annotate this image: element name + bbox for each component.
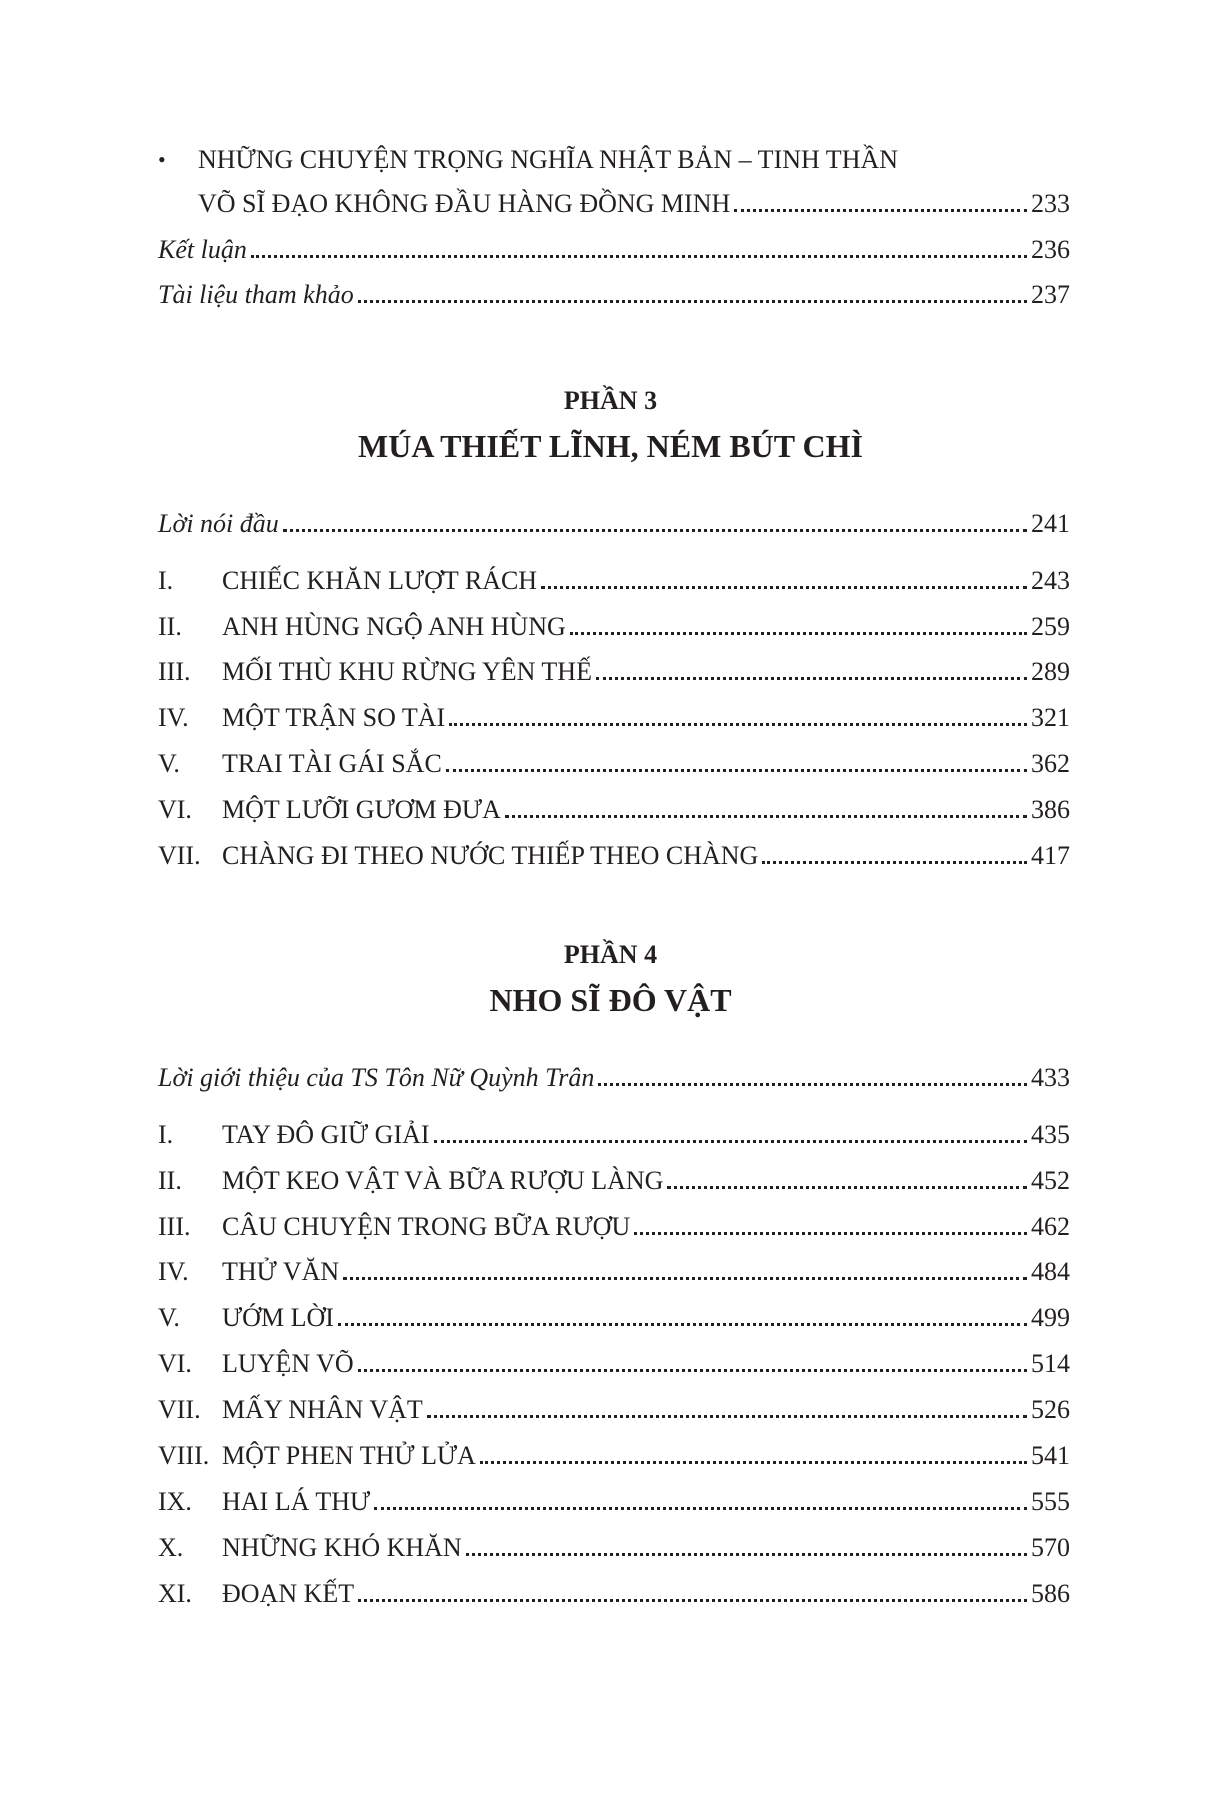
leader-dots (358, 1369, 1027, 1372)
chapter-title: CÂU CHUYỆN TRONG BỮA RƯỢU (222, 1212, 631, 1241)
toc-page-number: 586 (1031, 1579, 1070, 1608)
chapter-number: I. (158, 566, 174, 595)
chapter-number: V. (158, 749, 180, 778)
chapter-title: HAI LÁ THƯ (222, 1487, 371, 1516)
chapter-number: IV. (158, 1257, 189, 1286)
toc-page-number: 499 (1031, 1303, 1070, 1332)
toc-page-number: 570 (1031, 1533, 1070, 1562)
toc-chapter-row[interactable] (158, 1157, 1070, 1197)
toc-chapter-row[interactable] (158, 694, 1070, 734)
toc-page-number: 541 (1031, 1441, 1070, 1470)
leader-dots (634, 1232, 1027, 1235)
toc-page-number: 236 (1031, 235, 1070, 264)
chapter-title: ƯỚM LỜI (222, 1303, 334, 1332)
leader-dots (598, 1083, 1027, 1086)
toc-page-number: 259 (1031, 612, 1070, 641)
chapter-title: MỐI THÙ KHU RỪNG YÊN THẾ (222, 657, 592, 686)
toc-page-number: 526 (1031, 1395, 1070, 1424)
toc-entry-title: NHỮNG CHUYỆN TRỌNG NGHĨA NHẬT BẢN – TINH THẦN (198, 145, 899, 174)
leader-dots (358, 300, 1027, 303)
toc-entry-conclusion[interactable] (158, 226, 1070, 266)
toc-entry-preface[interactable] (158, 500, 1070, 540)
leader-dots (505, 815, 1027, 818)
leader-dots (434, 1140, 1027, 1143)
leader-dots (358, 1599, 1027, 1602)
toc-page-number: 289 (1031, 657, 1070, 686)
toc-chapter-row[interactable] (158, 1111, 1070, 1151)
toc-page-number: 237 (1031, 280, 1070, 309)
toc-chapter-row[interactable] (158, 1294, 1070, 1334)
toc-page-number: 243 (1031, 566, 1070, 595)
toc-entry-title: Tài liệu tham khảo (158, 280, 354, 309)
toc-entry-references[interactable] (158, 271, 1070, 311)
chapter-number: III. (158, 657, 191, 686)
leader-dots (466, 1553, 1027, 1556)
toc-page-number: 386 (1031, 795, 1070, 824)
toc-page-number: 435 (1031, 1120, 1070, 1149)
toc-page-number: 433 (1031, 1063, 1070, 1092)
leader-dots (762, 861, 1027, 864)
chapter-title: NHỮNG KHÓ KHĂN (222, 1533, 462, 1562)
chapter-number: VII. (158, 1395, 201, 1424)
leader-dots (541, 586, 1027, 589)
toc-chapter-row[interactable] (158, 1386, 1070, 1426)
chapter-title: MỘT LƯỠI GƯƠM ĐƯA (222, 795, 501, 824)
chapter-number: III. (158, 1212, 191, 1241)
toc-entry-introduction[interactable] (158, 1054, 1070, 1094)
toc-chapter-row[interactable] (158, 1478, 1070, 1518)
toc-bullet-entry-line2[interactable] (198, 180, 1070, 220)
part3-label: PHẦN 3 (563, 386, 658, 415)
leader-dots (449, 723, 1027, 726)
chapter-title: CHIẾC KHĂN LƯỢT RÁCH (222, 566, 538, 595)
toc-entry-title: Lời nói đầu (158, 509, 279, 538)
chapter-title: MỘT PHEN THỬ LỬA (222, 1441, 476, 1470)
part4-label: PHẦN 4 (563, 940, 658, 969)
toc-page-number: 462 (1031, 1212, 1070, 1241)
toc-chapter-row[interactable] (158, 1524, 1070, 1564)
chapter-title: TRAI TÀI GÁI SẮC (222, 749, 442, 778)
toc-page-number: 452 (1031, 1166, 1070, 1195)
toc-page-number: 362 (1031, 749, 1070, 778)
toc-page-number: 417 (1031, 841, 1070, 870)
toc-chapter-row[interactable] (158, 1340, 1070, 1380)
leader-dots (480, 1461, 1027, 1464)
toc-chapter-row[interactable] (158, 603, 1070, 643)
chapter-number: V. (158, 1303, 180, 1332)
chapter-number: X. (158, 1533, 184, 1562)
toc-page-number: 484 (1031, 1257, 1070, 1286)
leader-dots (338, 1323, 1027, 1326)
leader-dots (374, 1507, 1027, 1510)
chapter-title: MẤY NHÂN VẬT (222, 1395, 423, 1424)
toc-page-number: 514 (1031, 1349, 1070, 1378)
toc-chapter-row[interactable] (158, 648, 1070, 688)
toc-chapter-row[interactable] (158, 1432, 1070, 1472)
chapter-number: IV. (158, 703, 189, 732)
chapter-title: MỘT KEO VẬT VÀ BỮA RƯỢU LÀNG (222, 1166, 664, 1195)
toc-bullet-entry-line1 (158, 136, 1070, 176)
toc-chapter-row[interactable] (158, 740, 1070, 780)
chapter-title: TAY ĐÔ GIỮ GIẢI (222, 1120, 430, 1149)
bullet-icon: • (158, 147, 166, 172)
chapter-title: LUYỆN VÕ (222, 1349, 354, 1378)
toc-chapter-row[interactable] (158, 1248, 1070, 1288)
leader-dots (251, 255, 1027, 258)
leader-dots (343, 1277, 1027, 1280)
chapter-number: I. (158, 1120, 174, 1149)
part3-title: MÚA THIẾT LĨNH, NÉM BÚT CHÌ (358, 428, 863, 464)
toc-entry-title: Kết luận (158, 235, 247, 264)
chapter-number: IX. (158, 1487, 192, 1516)
chapter-number: II. (158, 1166, 182, 1195)
toc-page-number: 233 (1031, 189, 1070, 218)
leader-dots (427, 1415, 1027, 1418)
chapter-title: MỘT TRẬN SO TÀI (222, 703, 446, 732)
toc-entry-title: VÕ SĨ ĐẠO KHÔNG ĐẦU HÀNG ĐỒNG MINH (198, 189, 731, 218)
leader-dots (667, 1186, 1027, 1189)
toc-chapter-row[interactable] (158, 832, 1070, 872)
toc-page-number: 321 (1031, 703, 1070, 732)
chapter-number: VI. (158, 795, 192, 824)
toc-page-number: 241 (1031, 509, 1070, 538)
toc-chapter-row[interactable] (158, 786, 1070, 826)
toc-chapter-row[interactable] (158, 557, 1070, 597)
chapter-number: II. (158, 612, 182, 641)
toc-chapter-row[interactable] (158, 1203, 1070, 1243)
chapter-number: XI. (158, 1579, 192, 1608)
leader-dots (570, 632, 1027, 635)
leader-dots (283, 529, 1027, 532)
leader-dots (596, 677, 1027, 680)
chapter-number: VII. (158, 841, 201, 870)
toc-page-number: 555 (1031, 1487, 1070, 1516)
chapter-title: ĐOẠN KẾT (222, 1579, 355, 1608)
toc-chapter-row[interactable] (158, 1570, 1070, 1610)
leader-dots (446, 769, 1027, 772)
toc-entry-title: Lời giới thiệu của TS Tôn Nữ Quỳnh Trân (158, 1063, 595, 1092)
chapter-title: THỬ VĂN (222, 1257, 340, 1286)
chapter-title: ANH HÙNG NGỘ ANH HÙNG (222, 612, 566, 641)
leader-dots (734, 209, 1027, 212)
chapter-title: CHÀNG ĐI THEO NƯỚC THIẾP THEO CHÀNG (222, 841, 759, 870)
part4-title: NHO SĨ ĐÔ VẬT (489, 982, 732, 1018)
chapter-number: VI. (158, 1349, 192, 1378)
chapter-number: VIII. (158, 1441, 210, 1470)
